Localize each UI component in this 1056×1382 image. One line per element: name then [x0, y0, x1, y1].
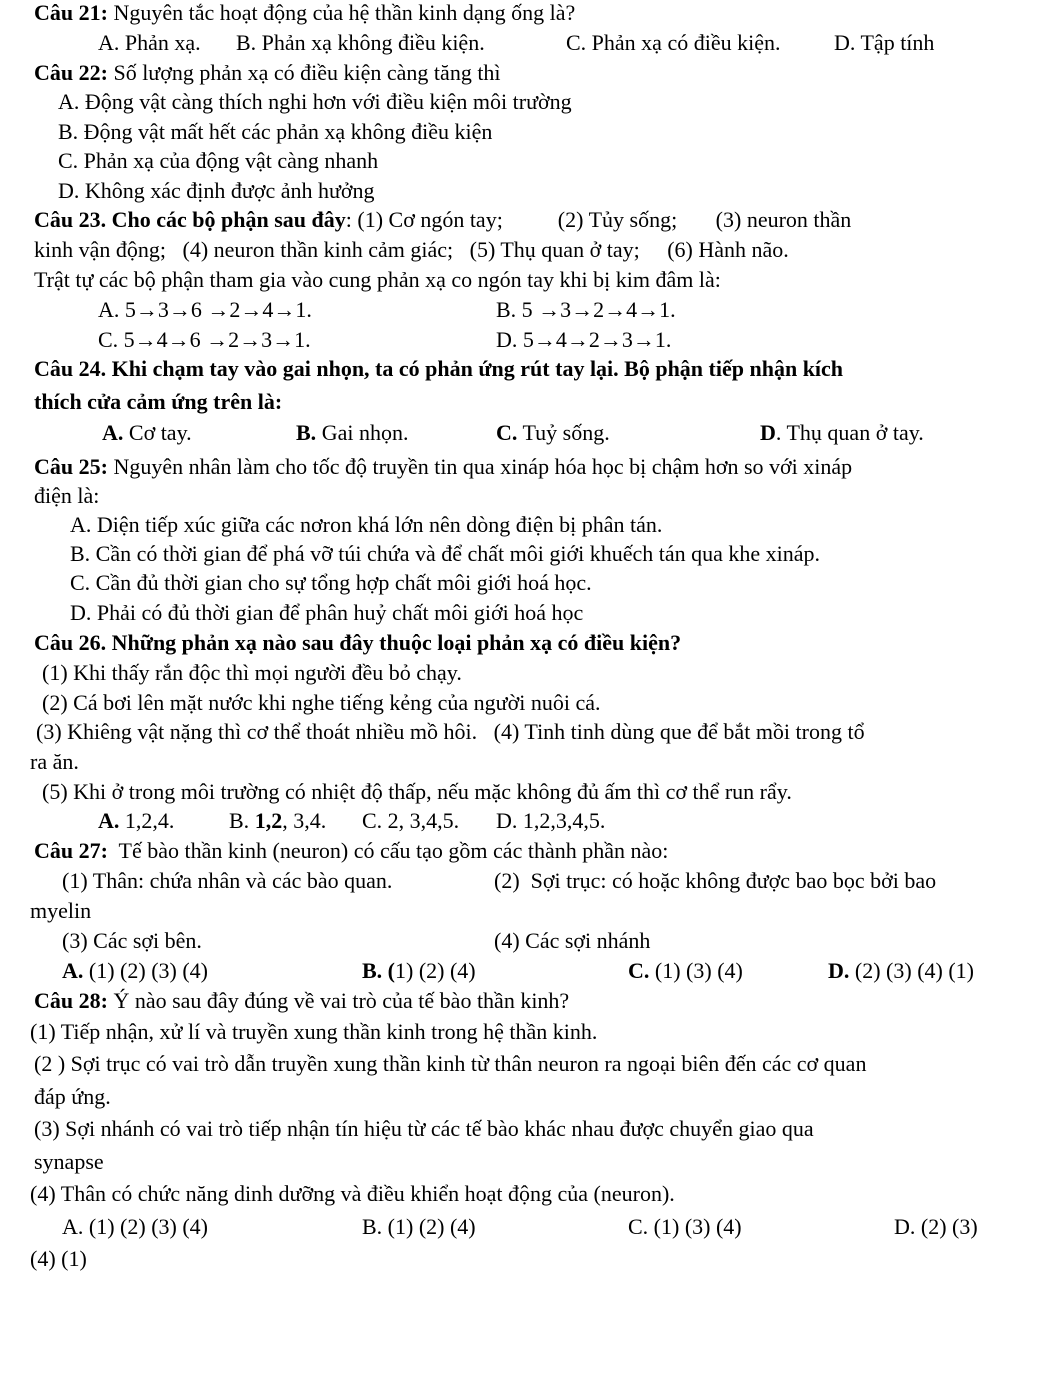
q26-option-b: B. 1,2, 3,4. [229, 808, 327, 833]
q27-option-c: C. (1) (3) (4) [628, 958, 743, 983]
q25-option-d: D. Phải có đủ thời gian để phân huỷ chất môi giới hoá học [70, 600, 584, 625]
q24-option-b: B. Gai nhọn. [296, 420, 409, 445]
q26-stem: Câu 26. Những phản xạ nào sau đây thuộc loại phản xạ có điều kiện? [34, 630, 682, 655]
q27-statement-2: (2) Sợi trục: có hoặc không được bao bọc bởi bao [494, 868, 937, 893]
q27-statement-3: (3) Các sợi bên. [62, 928, 202, 953]
q22-option-b: B. Động vật mất hết các phản xạ không điều kiện [58, 119, 493, 144]
q25-option-b: B. Cần có thời gian để phá vỡ túi chứa và để chất môi giới khuếch tán qua khe xináp. [70, 541, 821, 566]
q21-option-c: C. Phản xạ có điều kiện. [566, 30, 781, 55]
q28-statement-3-cont: synapse [34, 1149, 104, 1174]
q27-option-b: B. (1) (2) (4) [362, 958, 476, 983]
q23-line2: kinh vận động; (4) neuron thần kinh cảm giác; (5) Thụ quan ở tay; (6) Hành não. [34, 237, 789, 262]
q24-option-d: D. Thụ quan ở tay. [760, 420, 924, 445]
q27-statement-1: (1) Thân: chứa nhân và các bào quan. [62, 868, 393, 893]
q27-option-a: A. (1) (2) (3) (4) [62, 958, 208, 983]
q23-line3: Trật tự các bộ phận tham gia vào cung phản xạ co ngón tay khi bị kim đâm là: [34, 267, 721, 292]
q26-statement-3-4: (3) Khiêng vật nặng thì cơ thể thoát nhiều mồ hôi. (4) Tinh tinh dùng que để bắt mồi trong tổ [36, 719, 865, 744]
q23-option-b: B. 5 →3→2→4→1. [496, 297, 676, 322]
q28-stem: Câu 28: Ý nào sau đây đúng về vai trò của tế bào thần kinh? [34, 988, 570, 1013]
q27-stem: Câu 27: Tế bào thần kinh (neuron) có cấu tạo gồm các thành phần nào: [34, 838, 669, 863]
q24-stem: Câu 24. Khi chạm tay vào gai nhọn, ta có phản ứng rút tay lại. Bộ phận tiếp nhận kích [34, 356, 844, 381]
q22-title: Câu 22: [34, 60, 108, 85]
q26-option-c: C. 2, 3,4,5. [362, 808, 460, 833]
q21-text: Nguyên tắc hoạt động của hệ thần kinh dạng ống là? [107, 0, 576, 25]
q28-statement-2-cont: đáp ứng. [34, 1084, 111, 1109]
q25-stem-line2: điện là: [34, 483, 100, 508]
q25-title: Câu 25: [34, 454, 108, 479]
q26-statement-5: (5) Khi ở trong môi trường có nhiệt độ thấp, nếu mặc không đủ ấm thì cơ thể run rẩy. [42, 779, 792, 804]
q28-statement-3: (3) Sợi nhánh có vai trò tiếp nhận tín hiệu từ các tế bào khác nhau được chuyển giao qua [34, 1116, 814, 1141]
q23-option-a: A. 5→3→6 →2→4→1. [98, 297, 312, 322]
q22-stem [34, 60, 501, 86]
q28-option-d: D. (2) (3) [894, 1214, 978, 1239]
q21-option-b: B. Phản xạ không điều kiện. [236, 30, 485, 55]
q28-option-c: C. (1) (3) (4) [628, 1214, 742, 1239]
q23-title: Câu 23. Cho các bộ phận sau đây [34, 207, 346, 232]
q28-statement-1: (1) Tiếp nhận, xử lí và truyền xung thần kinh trong hệ thần kinh. [30, 1019, 598, 1044]
q21-stem [34, 0, 575, 26]
q23-text: : (1) Cơ ngón tay; (2) Tủy sống; (3) neuron thần [345, 207, 852, 232]
q25-option-a: A. Diện tiếp xúc giữa các nơron khá lớn nên dòng điện bị phân tán. [70, 512, 663, 537]
q21-option-a: A. Phản xạ. [98, 30, 201, 55]
q28-statement-4: (4) Thân có chức năng dinh dưỡng và điều khiển hoạt động của (neuron). [30, 1181, 675, 1206]
q26-option-a: A. 1,2,4. [98, 808, 175, 833]
q26-statement-1: (1) Khi thấy rắn độc thì mọi người đều bỏ chạy. [42, 660, 462, 685]
q25-stem: Câu 25: Nguyên nhân làm cho tốc độ truyền tin qua xináp hóa học bị chậm hơn so với xináp [34, 454, 853, 479]
q26-statement-3-4-cont: ra ăn. [30, 749, 79, 774]
q25-option-c: C. Cần đủ thời gian cho sự tổng hợp chất môi giới hoá học. [70, 570, 592, 595]
q27-title: Câu 27: [34, 838, 108, 863]
q22-option-a: A. Động vật càng thích nghi hơn với điều kiện môi trường [58, 89, 572, 114]
q21-title: Câu 21: [34, 0, 108, 25]
q28-option-a: A. (1) (2) (3) (4) [62, 1214, 208, 1239]
q24-stem-line2: thích cửa cảm ứng trên là: [34, 389, 283, 414]
q28-title: Câu 28: [34, 988, 108, 1013]
q23-option-d: D. 5→4→2→3→1. [496, 327, 672, 352]
q23-option-c: C. 5→4→6 →2→3→1. [98, 327, 311, 352]
q26-statement-2: (2) Cá bơi lên mặt nước khi nghe tiếng kẻng của người nuôi cá. [42, 690, 601, 715]
q28-option-b: B. (1) (2) (4) [362, 1214, 476, 1239]
q23-stem [34, 207, 851, 233]
q27-statement-4: (4) Các sợi nhánh [494, 928, 651, 953]
q28-statement-2: (2 ) Sợi trục có vai trò dẫn truyền xung thần kinh từ thân neuron ra ngoại biên đến các cơ quan [34, 1051, 867, 1076]
q27-option-d: D. (2) (3) (4) (1) [828, 958, 974, 983]
q26-option-d: D. 1,2,3,4,5. [496, 808, 606, 833]
q22-option-d: D. Không xác định được ảnh hưởng [58, 178, 375, 203]
q24-option-c: C. Tuỷ sống. [496, 420, 610, 445]
q21-option-d: D. Tập tính [834, 30, 935, 55]
q27-statement-2-cont: myelin [30, 898, 92, 923]
q22-text: Số lượng phản xạ có điều kiện càng tăng thì [107, 60, 501, 85]
q22-option-c: C. Phản xạ của động vật càng nhanh [58, 148, 379, 173]
q28-option-d-cont: (4) (1) [30, 1246, 87, 1271]
q24-option-a: A. Cơ tay. [102, 420, 192, 445]
